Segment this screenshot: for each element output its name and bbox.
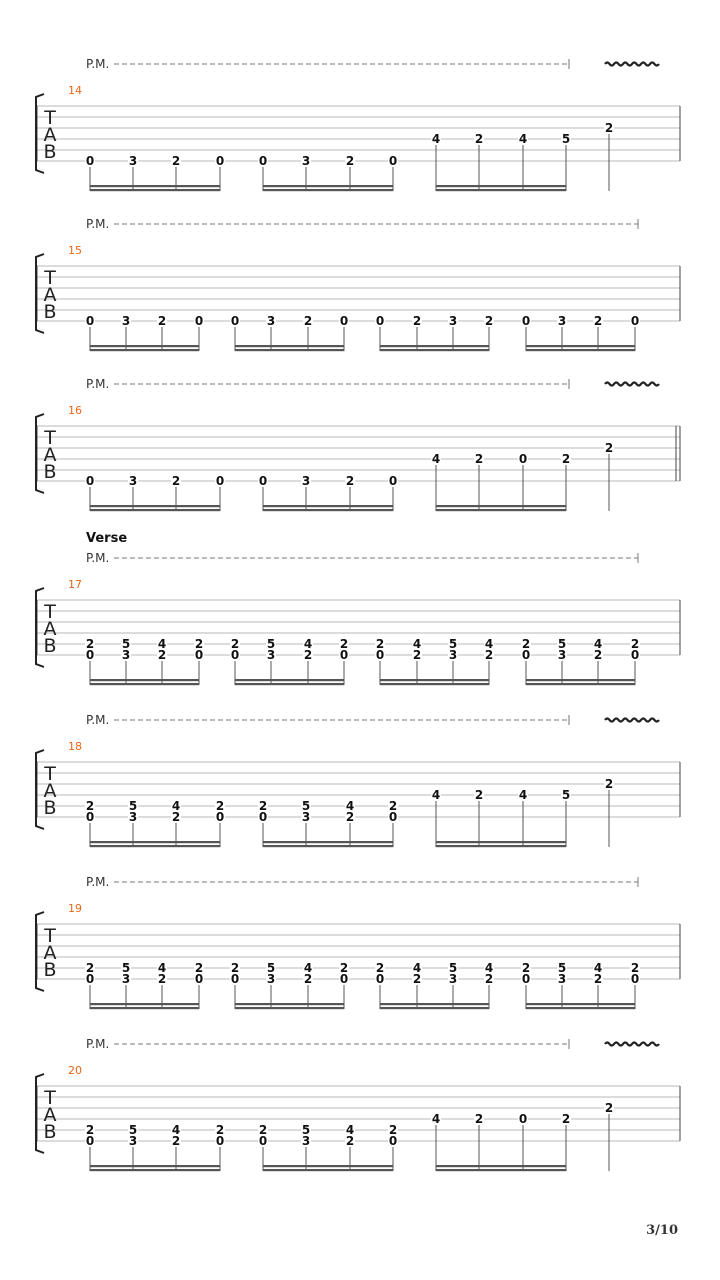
beam — [90, 349, 199, 351]
fret-number: 0 — [215, 1134, 225, 1148]
beam — [436, 1169, 566, 1171]
fret-number: 0 — [230, 648, 240, 662]
beam — [380, 345, 489, 347]
fret-number: 2 — [604, 121, 614, 135]
tab-clef-letter: T — [44, 925, 56, 947]
fret-number: 2 — [258, 1123, 268, 1137]
fret-number: 3 — [121, 648, 131, 662]
beam — [235, 683, 344, 685]
tab-clef-letter: A — [43, 444, 57, 466]
fret-number: 3 — [557, 972, 567, 986]
fret-number: 0 — [258, 474, 268, 488]
fret-number: 0 — [85, 314, 95, 328]
beam — [90, 683, 199, 685]
tab-clef-letter: B — [43, 959, 57, 981]
fret-number: 2 — [171, 154, 181, 168]
tab-system — [36, 217, 680, 351]
beam — [380, 1003, 489, 1005]
beam — [235, 679, 344, 681]
beam — [90, 1169, 220, 1171]
fret-number: 3 — [266, 972, 276, 986]
fret-number: 4 — [431, 1112, 441, 1126]
fret-number: 2 — [593, 314, 603, 328]
fret-number: 4 — [484, 961, 494, 975]
fret-number: 2 — [604, 777, 614, 791]
fret-number: 4 — [157, 637, 167, 651]
fret-number: 0 — [339, 972, 349, 986]
fret-number: 4 — [171, 1123, 181, 1137]
tab-system — [36, 531, 680, 685]
fret-number: 2 — [561, 1112, 571, 1126]
beam — [436, 841, 566, 843]
fret-number: 4 — [431, 132, 441, 146]
fret-number: 0 — [194, 972, 204, 986]
beam — [235, 349, 344, 351]
bar-number: 16 — [68, 404, 82, 417]
tab-system — [36, 713, 680, 847]
fret-number: 2 — [171, 474, 181, 488]
fret-number: 3 — [266, 648, 276, 662]
fret-number: 2 — [157, 972, 167, 986]
fret-number: 4 — [412, 637, 422, 651]
tab-clef-letter: B — [43, 797, 57, 819]
beam — [263, 505, 393, 507]
fret-number: 4 — [518, 132, 528, 146]
fret-number: 0 — [194, 648, 204, 662]
beam — [235, 1003, 344, 1005]
tab-clef-letter: T — [44, 601, 56, 623]
fret-number: 4 — [303, 961, 313, 975]
fret-number: 0 — [518, 452, 528, 466]
fret-number: 4 — [345, 799, 355, 813]
fret-number: 2 — [345, 474, 355, 488]
fret-number: 3 — [448, 648, 458, 662]
palm-mute-label: P.M. — [86, 1037, 110, 1051]
palm-mute-label: P.M. — [86, 551, 110, 565]
fret-number: 2 — [484, 314, 494, 328]
page-number: 3/10 — [646, 1223, 678, 1238]
fret-number: 2 — [85, 1123, 95, 1137]
fret-number: 2 — [412, 648, 422, 662]
fret-number: 3 — [128, 1134, 138, 1148]
vibrato-icon — [605, 383, 659, 386]
fret-number: 0 — [375, 972, 385, 986]
fret-number: 3 — [266, 314, 276, 328]
fret-number: 5 — [557, 961, 567, 975]
fret-number: 0 — [85, 810, 95, 824]
fret-number: 2 — [474, 1112, 484, 1126]
fret-number: 3 — [128, 154, 138, 168]
beam — [380, 349, 489, 351]
fret-number: 0 — [339, 314, 349, 328]
beam — [90, 1165, 220, 1167]
fret-number: 0 — [85, 648, 95, 662]
fret-number: 5 — [128, 1123, 138, 1137]
beam — [436, 505, 566, 507]
fret-number: 3 — [448, 314, 458, 328]
fret-number: 0 — [258, 154, 268, 168]
beam — [263, 509, 393, 511]
fret-number: 2 — [215, 1123, 225, 1137]
fret-number: 0 — [194, 314, 204, 328]
fret-number: 3 — [121, 314, 131, 328]
beam — [235, 1007, 344, 1009]
palm-mute-label: P.M. — [86, 57, 110, 71]
tab-clef-letter: T — [44, 107, 56, 129]
fret-number: 0 — [388, 1134, 398, 1148]
tab-clef-letter: A — [43, 1104, 57, 1126]
tab-system — [36, 377, 680, 511]
fret-number: 5 — [266, 961, 276, 975]
fret-number: 2 — [474, 788, 484, 802]
beam — [380, 679, 489, 681]
fret-number: 0 — [85, 1134, 95, 1148]
tab-system — [36, 875, 680, 1009]
fret-number: 3 — [128, 810, 138, 824]
fret-number: 2 — [474, 452, 484, 466]
fret-number: 4 — [171, 799, 181, 813]
bar-number: 18 — [68, 740, 82, 753]
tab-clef-letter: B — [43, 635, 57, 657]
fret-number: 2 — [171, 1134, 181, 1148]
tab-clef-letter: B — [43, 301, 57, 323]
fret-number: 4 — [593, 961, 603, 975]
tab-system — [36, 1037, 680, 1171]
fret-number: 2 — [604, 441, 614, 455]
bar-number: 20 — [68, 1064, 82, 1077]
fret-number: 4 — [431, 788, 441, 802]
fret-number: 2 — [171, 810, 181, 824]
section-label: Verse — [86, 531, 128, 546]
beam — [263, 841, 393, 843]
beam — [526, 683, 635, 685]
fret-number: 0 — [339, 648, 349, 662]
fret-number: 2 — [194, 961, 204, 975]
fret-number: 4 — [157, 961, 167, 975]
fret-number: 2 — [157, 314, 167, 328]
fret-number: 2 — [345, 1134, 355, 1148]
fret-number: 5 — [121, 637, 131, 651]
fret-number: 2 — [258, 799, 268, 813]
fret-number: 2 — [230, 637, 240, 651]
beam — [90, 1003, 199, 1005]
fret-number: 2 — [303, 972, 313, 986]
fret-number: 0 — [375, 648, 385, 662]
tab-clef-letter: A — [43, 124, 57, 146]
bar-number: 19 — [68, 902, 82, 915]
beam — [263, 189, 393, 191]
fret-number: 4 — [484, 637, 494, 651]
beam — [90, 345, 199, 347]
beam — [526, 349, 635, 351]
tab-clef-letter: B — [43, 461, 57, 483]
beam — [90, 845, 220, 847]
fret-number: 5 — [561, 132, 571, 146]
beam — [526, 345, 635, 347]
tab-clef-letter: A — [43, 618, 57, 640]
fret-number: 2 — [215, 799, 225, 813]
fret-number: 4 — [345, 1123, 355, 1137]
fret-number: 0 — [388, 154, 398, 168]
bar-number: 14 — [68, 84, 82, 97]
fret-number: 4 — [412, 961, 422, 975]
fret-number: 4 — [303, 637, 313, 651]
fret-number: 0 — [215, 474, 225, 488]
beam — [90, 679, 199, 681]
beam — [380, 1007, 489, 1009]
fret-number: 2 — [412, 314, 422, 328]
beam — [436, 189, 566, 191]
fret-number: 2 — [630, 637, 640, 651]
fret-number: 0 — [521, 972, 531, 986]
beam — [436, 1165, 566, 1167]
fret-number: 2 — [345, 154, 355, 168]
fret-number: 2 — [604, 1101, 614, 1115]
fret-number: 2 — [375, 637, 385, 651]
fret-number: 0 — [630, 314, 640, 328]
beam — [526, 1007, 635, 1009]
fret-number: 2 — [339, 961, 349, 975]
fret-number: 4 — [431, 452, 441, 466]
fret-number: 2 — [85, 961, 95, 975]
fret-number: 3 — [301, 1134, 311, 1148]
fret-number: 5 — [448, 961, 458, 975]
fret-number: 2 — [388, 799, 398, 813]
beam — [90, 509, 220, 511]
fret-number: 0 — [518, 1112, 528, 1126]
beam — [526, 1003, 635, 1005]
fret-number: 5 — [561, 788, 571, 802]
fret-number: 2 — [339, 637, 349, 651]
fret-number: 3 — [301, 810, 311, 824]
bar-number: 17 — [68, 578, 82, 591]
fret-number: 5 — [266, 637, 276, 651]
vibrato-icon — [605, 719, 659, 722]
fret-number: 0 — [85, 154, 95, 168]
beam — [90, 505, 220, 507]
fret-number: 0 — [258, 1134, 268, 1148]
fret-number: 2 — [303, 314, 313, 328]
beam — [90, 189, 220, 191]
fret-number: 0 — [388, 474, 398, 488]
beam — [263, 845, 393, 847]
fret-number: 0 — [375, 314, 385, 328]
beam — [263, 1169, 393, 1171]
fret-number: 4 — [518, 788, 528, 802]
palm-mute-label: P.M. — [86, 217, 110, 231]
fret-number: 0 — [630, 972, 640, 986]
fret-number: 0 — [85, 972, 95, 986]
fret-number: 2 — [484, 972, 494, 986]
fret-number: 2 — [521, 637, 531, 651]
fret-number: 5 — [448, 637, 458, 651]
fret-number: 0 — [230, 314, 240, 328]
beam — [90, 185, 220, 187]
tab-clef-letter: A — [43, 942, 57, 964]
fret-number: 2 — [593, 972, 603, 986]
tab-clef-letter: T — [44, 1087, 56, 1109]
fret-number: 5 — [121, 961, 131, 975]
beam — [90, 841, 220, 843]
fret-number: 2 — [375, 961, 385, 975]
fret-number: 2 — [85, 799, 95, 813]
fret-number: 2 — [484, 648, 494, 662]
tab-clef-letter: A — [43, 780, 57, 802]
tab-clef-letter: T — [44, 267, 56, 289]
fret-number: 0 — [630, 648, 640, 662]
fret-number: 3 — [301, 474, 311, 488]
beam — [235, 345, 344, 347]
fret-number: 2 — [521, 961, 531, 975]
palm-mute-label: P.M. — [86, 377, 110, 391]
beam — [526, 679, 635, 681]
fret-number: 4 — [593, 637, 603, 651]
fret-number: 2 — [412, 972, 422, 986]
fret-number: 0 — [388, 810, 398, 824]
tab-clef-letter: T — [44, 427, 56, 449]
tab-system — [36, 57, 680, 191]
beam — [263, 1165, 393, 1167]
fret-number: 0 — [258, 810, 268, 824]
beam — [380, 683, 489, 685]
fret-number: 0 — [215, 154, 225, 168]
fret-number: 2 — [474, 132, 484, 146]
fret-number: 2 — [230, 961, 240, 975]
vibrato-icon — [605, 1043, 659, 1046]
beam — [263, 185, 393, 187]
bar-number: 15 — [68, 244, 82, 257]
vibrato-icon — [605, 63, 659, 66]
tab-clef-letter: A — [43, 284, 57, 306]
fret-number: 3 — [557, 648, 567, 662]
fret-number: 0 — [85, 474, 95, 488]
fret-number: 5 — [301, 799, 311, 813]
fret-number: 5 — [301, 1123, 311, 1137]
fret-number: 0 — [215, 810, 225, 824]
fret-number: 0 — [521, 648, 531, 662]
tab-clef-letter: T — [44, 763, 56, 785]
fret-number: 2 — [630, 961, 640, 975]
fret-number: 2 — [85, 637, 95, 651]
fret-number: 3 — [301, 154, 311, 168]
tab-clef-letter: B — [43, 141, 57, 163]
fret-number: 5 — [557, 637, 567, 651]
beam — [436, 509, 566, 511]
fret-number: 3 — [128, 474, 138, 488]
palm-mute-label: P.M. — [86, 713, 110, 727]
fret-number: 2 — [561, 452, 571, 466]
fret-number: 0 — [230, 972, 240, 986]
fret-number: 5 — [128, 799, 138, 813]
fret-number: 2 — [157, 648, 167, 662]
fret-number: 2 — [345, 810, 355, 824]
fret-number: 2 — [388, 1123, 398, 1137]
beam — [90, 1007, 199, 1009]
fret-number: 2 — [593, 648, 603, 662]
beam — [436, 845, 566, 847]
palm-mute-label: P.M. — [86, 875, 110, 889]
fret-number: 3 — [448, 972, 458, 986]
fret-number: 2 — [303, 648, 313, 662]
beam — [436, 185, 566, 187]
fret-number: 0 — [521, 314, 531, 328]
fret-number: 2 — [194, 637, 204, 651]
tab-clef-letter: B — [43, 1121, 57, 1143]
fret-number: 3 — [557, 314, 567, 328]
fret-number: 3 — [121, 972, 131, 986]
